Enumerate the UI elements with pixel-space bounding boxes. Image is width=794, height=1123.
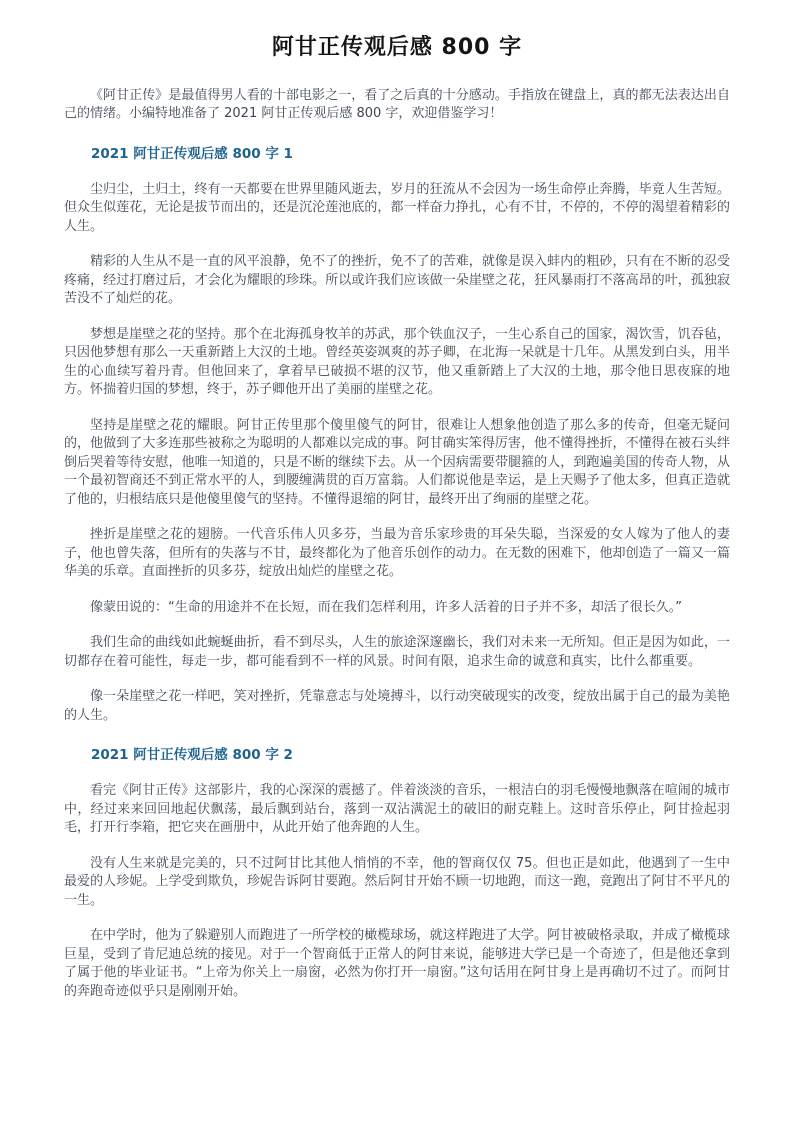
page-title: 阿甘正传观后感 800 字	[271, 35, 523, 60]
section-1-heading: 2021 阿甘正传观后感 800 字 1	[91, 145, 293, 162]
section-1-paragraph-7: 我们生命的曲线如此蜿蜒曲折，看不到尽头，人生的旅途深邃幽长，我们对未来一无所知。但正是因为如此，一切都存在着可能性，每走一步，都可能看到不一样的风景。时间有限，追求生命的诚意和真实，比什么都重要。	[64, 635, 730, 669]
section-2-paragraph-2: 没有人生来就是完美的，只不过阿甘比其他人悄悄的不幸，他的智商仅仅 75。但也正是如此，他遇到了一生中最爱的人珍妮。上学受到欺负，珍妮告诉阿甘要跑。然后阿甘开始不顾一切地跑，而这一跑，竟跑出了阿甘不平凡的一生。	[64, 855, 730, 908]
section-2-paragraph-1: 看完《阿甘正传》这部影片，我的心深深的震撼了。伴着淡淡的音乐，一根洁白的羽毛慢慢地飘落在喧闹的城市中，经过来来回回地起伏飘荡，最后飘到站台，落到一双沾满泥土的破旧的耐克鞋上。这时音乐停止，阿甘捡起羽毛，打开行李箱，把它夹在画册中，从此开始了他奔跑的人生。	[64, 783, 730, 836]
section-1-paragraph-2: 精彩的人生从不是一直的风平浪静，免不了的挫折，免不了的苦难，就像是误入蚌内的粗砂，只有在不断的忍受疼痛，经过打磨过后，才会化为耀眼的珍珠。所以或许我们应该做一朵崖壁之花，狂风暴雨打不落高昂的叶，孤独寂苦没不了灿烂的花。	[64, 254, 730, 307]
intro-paragraph: 《阿甘正传》是最值得男人看的十部电影之一，看了之后真的十分感动。手指放在键盘上，真的都无法表达出自己的情绪。小编特地准备了 2021 阿甘正传观后感 800 字，欢迎借鉴学习！	[64, 87, 730, 122]
section-1-paragraph-8: 像一朵崖壁之花一样吧，笑对挫折，凭靠意志与处境搏斗，以行动突破现实的改变，绽放出属于自己的最为美艳的人生。	[64, 689, 730, 723]
section-1-paragraph-6: 像蒙田说的：“生命的用途并不在长短，而在我们怎样利用，许多人活着的日子并不多，却活了很长久。”	[90, 599, 682, 615]
section-1-paragraph-1: 尘归尘，土归土，终有一天都要在世界里随风逝去，岁月的狂流从不会因为一场生命停止奔腾，毕竟人生苦短。但众生似莲花，无论是拔节而出的，还是沉沦莲池底的，都一样奋力挣扎，心有不甘，不停的，不停的渴望着精彩的人生。	[64, 181, 730, 234]
section-1-paragraph-3: 梦想是崖壁之花的坚持。那个在北海孤身牧羊的苏武，那个铁血汉子，一生心系自己的国家，渴饮雪，饥吞毡，只因他梦想有那么一天重新踏上大汉的土地。曾经英姿飒爽的苏子卿，在北海一呆就是十几年。从黑发到白头，用半生的心血续写着丹青。但他回来了，拿着早已破损不堪的汉节，他又重新踏上了大汉的土地，那令他日思夜寐的地方。怀揣着归国的梦想，终于，苏子卿他开出了美丽的崖壁之花。	[64, 326, 730, 398]
section-2-heading: 2021 阿甘正传观后感 800 字 2	[91, 747, 293, 764]
section-1-paragraph-5: 挫折是崖壁之花的翅膀。一代音乐伟人贝多芬，当最为音乐家珍贵的耳朵失聪，当深爱的女人嫁为了他人的妻子，他也曾失落，但所有的失落与不甘，最终都化为了他音乐创作的动力。在无数的困难下，他却创造了一篇又一篇华美的乐章。直面挫折的贝多芬，绽放出灿烂的崖壁之花。	[64, 527, 730, 580]
section-2-paragraph-3: 在中学时，他为了躲避别人而跑进了一所学校的橄榄球场，就这样跑进了大学。阿甘被破格录取，并成了橄榄球巨星，受到了肯尼迪总统的接见。对于一个智商低于正常人的阿甘来说，能够进大学已是一个奇迹了，但是他还拿到了属于他的毕业证书。“上帝为你关上一扇窗，必然为你打开一扇窗。”这句话用在阿甘身上是再确切不过了。而阿甘的奔跑奇迹似乎只是刚刚开始。	[64, 928, 730, 999]
section-1-paragraph-4: 坚持是崖壁之花的耀眼。阿甘正传里那个傻里傻气的阿甘，很难让人想象他创造了那么多的传奇，但毫无疑问的，他做到了大多连那些被称之为聪明的人都难以完成的事。阿甘确实笨得厉害，他不懂得挫折，不懂得在被石头绊倒后哭着等待安慰，他唯一知道的，只是不断的继续下去。从一个因病需要带腿箍的人，到跑遍美国的传奇人物，从一个最初智商还不到正常水平的人，到腰缠满贯的百万富翁。人们都说他是幸运，是上天赐予了他太多，但真正造就了他的，归根结底只是他傻里傻气的坚持。不懂得退缩的阿甘，最终开出了绚丽的崖壁之花。	[64, 417, 730, 507]
